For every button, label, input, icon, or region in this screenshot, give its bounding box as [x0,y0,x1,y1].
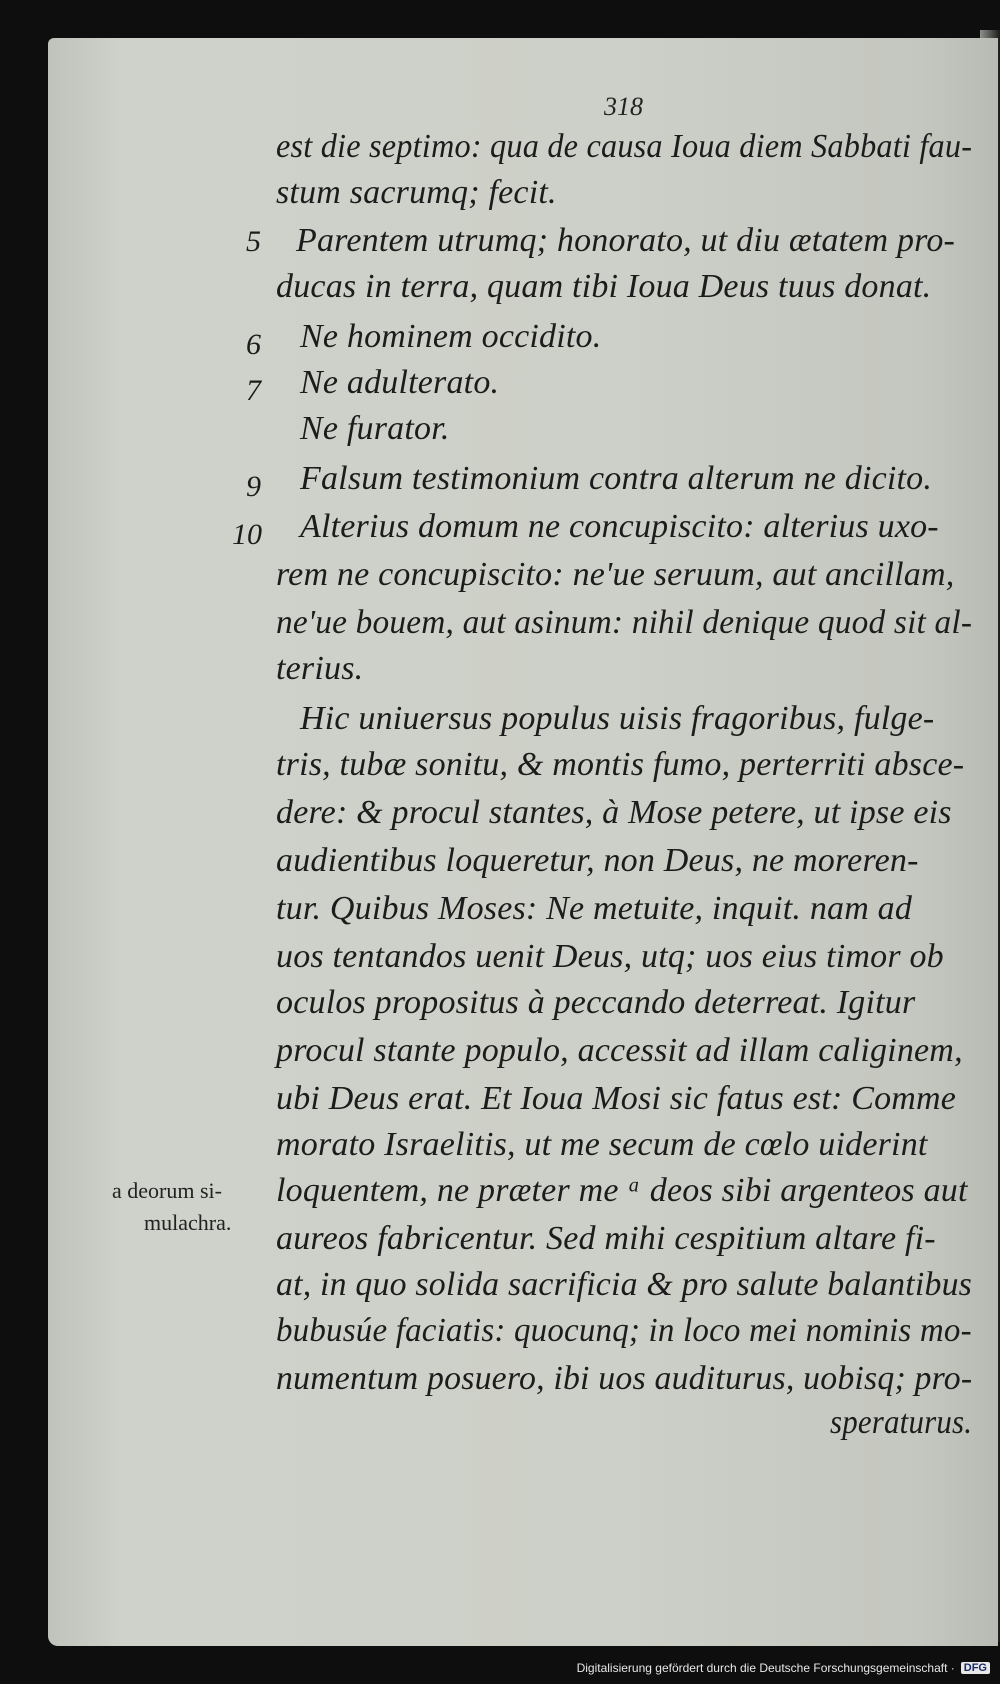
text-line-8: Falsum testimonium contra alterum ne dicito. [300,460,933,497]
dfg-logo-icon: DFG [961,1662,990,1674]
footer-text: Digitalisierung gefördert durch die Deutsche Forschungsgemeinschaft · [576,1661,955,1675]
text-line-20: procul stante populo, accessit ad illam caliginem, [276,1032,963,1069]
verse-number-5: 5 [246,225,261,258]
text-line-12: terius. [276,650,364,687]
text-line-19: oculos propositus à peccando deterreat. Igitur [276,984,916,1021]
text-line-24: aureos fabricentur. Sed mihi cespitium altare fi- [276,1220,936,1257]
verse-number-7: 7 [246,374,261,407]
verse-number-10: 10 [232,518,262,551]
text-line-18: uos tentandos uenit Deus, utq; uos eius timor ob [276,938,944,975]
text-line-3: Parentem utrumq; honorato, ut diu ætatem pro- [296,222,956,259]
text-line-16: audientibus loqueretur, non Deus, ne moreren- [276,842,919,879]
text-line-9: Alterius domum ne concupiscito: alterius uxo- [300,508,939,545]
text-line-15: dere: & procul stantes, à Mose petere, ut ipse eis [276,794,952,831]
text-line-21: ubi Deus erat. Et Ioua Mosi sic fatus est: Comme [276,1080,957,1117]
text-line-10: rem ne concupiscito: ne'ue seruum, aut ancillam, [276,556,955,593]
text-line-25: at, in quo solida sacrificia & pro salute balantibus [276,1266,973,1303]
text-line-5: Ne hominem occidito. [300,318,602,355]
text-line-14: tris, tubæ sonitu, & montis fumo, perterriti absce- [276,746,965,783]
text-line-11: ne'ue bouem, aut asinum: nihil denique quod sit al- [276,604,973,641]
text-line-26: bubusúe faciatis: quocunq; in loco mei nominis mo- [276,1312,972,1349]
text-line-7: Ne furator. [300,410,450,447]
digitization-footer [577,1658,990,1678]
text-line-22: morato Israelitis, ut me secum de cœlo uiderint [276,1126,928,1163]
verse-number-9: 9 [246,470,261,503]
page-number: 318 [604,92,643,121]
text-line-4: ducas in terra, quam tibi Ioua Deus tuus donat. [276,268,932,305]
text-line-13: Hic uniuersus populus uisis fragoribus, fulge- [300,700,935,737]
text-line-27: numentum posuero, ibi uos auditurus, uobisq; pro- [276,1360,973,1397]
verse-number-6: 6 [246,328,261,361]
margin-note-line-1: a deorum si- [112,1178,222,1203]
text-line-1: est die septimo: qua de causa Ioua diem Sabbati fau- [276,128,973,165]
text-line-6: Ne adulterato. [300,364,500,401]
text-line-2: stum sacrumq; fecit. [276,174,557,211]
margin-note-line-2: mulachra. [144,1210,232,1235]
text-line-28: speraturus. [829,1404,972,1441]
text-line-17: tur. Quibus Moses: Ne metuite, inquit. nam ad [276,890,913,927]
text-line-23: loquentem, ne præter me ᵃ deos sibi argenteos aut [276,1172,968,1209]
